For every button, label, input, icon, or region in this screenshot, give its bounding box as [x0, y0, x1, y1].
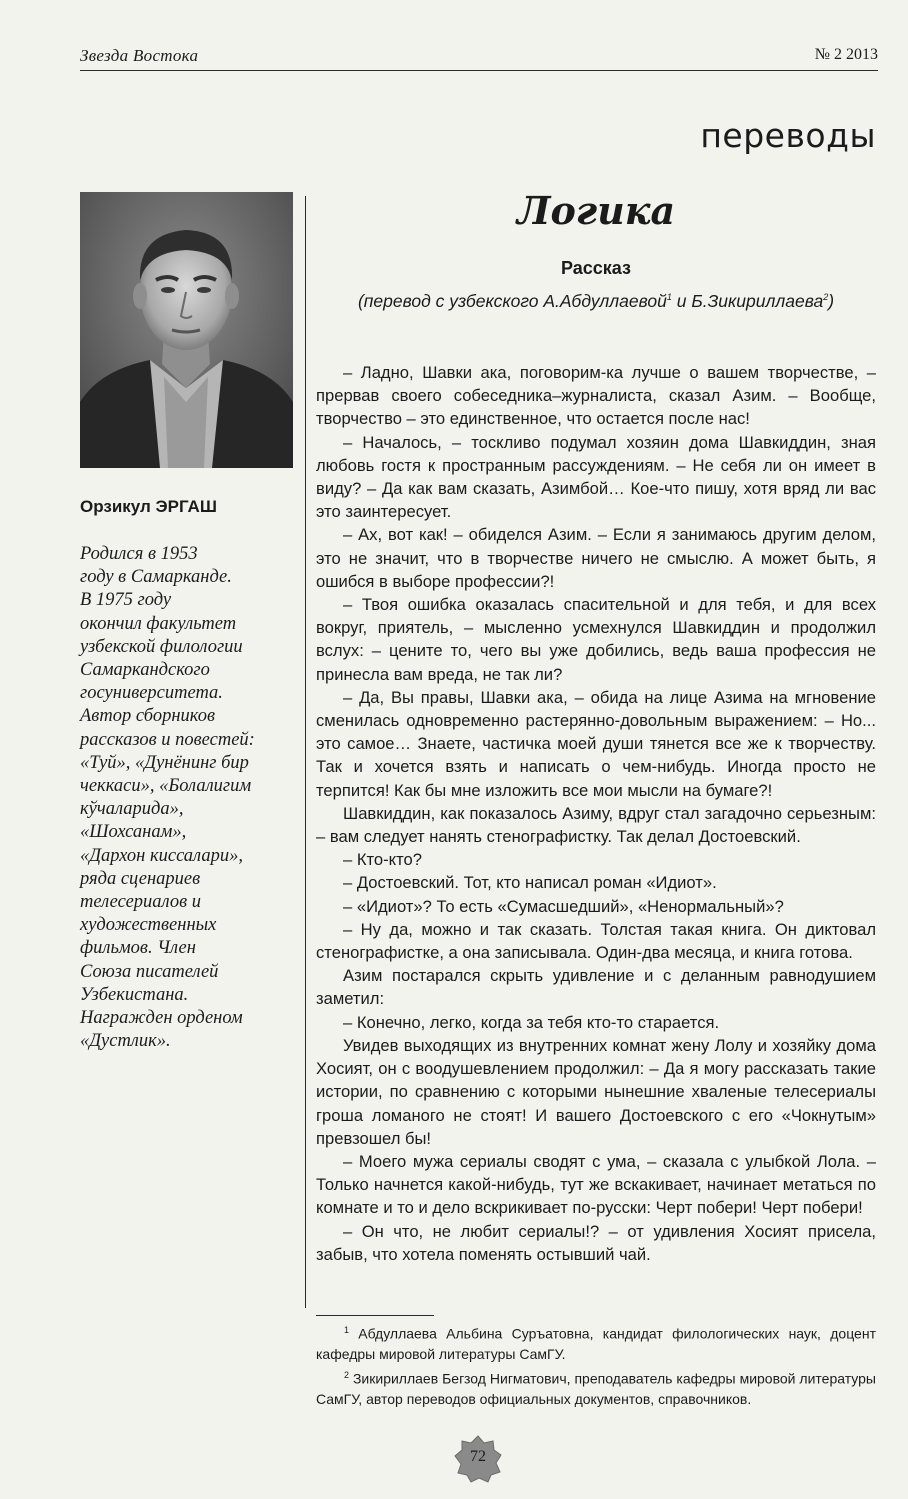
footnotes: [316, 1320, 876, 1410]
author-bio-line: Союза писателей: [80, 961, 219, 982]
author-bio-line: В 1975 году: [80, 590, 172, 611]
author-bio-line: кўчаларида»,: [80, 799, 184, 820]
section-title: переводы: [700, 116, 876, 155]
story-paragraph: – Да, Вы правы, Шавки ака, – обида на лице Азима на мгновение сменилась одновременно растерянно-довольным выражением: – Но... это самое… Знаете, частичка моей души тянется все же к творчеству. Так и хочется взять и написать о чем-нибудь. Иногда просто не терпится! Как бы мне изложить все мои мысли на бумаге?!: [316, 687, 876, 800]
story-paragraph: – Моего мужа сериалы сводят с ума, – сказала с улыбкой Лола. – Только начнется какой-нибудь, тут же вскакивает, начинает метаться по комнате и то и дело вскрикивает по-русски: Черт побери! Черт побери!: [316, 1151, 876, 1218]
author-bio-line: чеккаси», «Болалигим: [80, 776, 252, 797]
author-name: Орзикул ЭРГАШ: [80, 497, 217, 516]
story-paragraph: – Ну да, можно и так сказать. Толстая такая книга. Он диктовал стенографистке, а она записывала. Один-два месяца, и книга готова.: [316, 919, 876, 963]
author-bio-line: «Дустлик».: [80, 1031, 171, 1052]
story-paragraph: – Он что, не любит сериалы!? – от удивления Хосият присела, забыв, что хотела поменять остывший чай.: [316, 1221, 876, 1264]
author-bio-line: узбекской филологии: [80, 636, 243, 657]
author-bio: [80, 543, 295, 1053]
author-bio-line: телесериалов и: [80, 892, 201, 913]
author-bio-line: году в Самарканде.: [80, 567, 232, 588]
author-bio-line: Самаркандского: [80, 660, 210, 681]
author-bio-line: «Дархон киссалари»,: [80, 845, 243, 866]
story-paragraph: – Ах, вот как! – обиделся Азим. – Если я занимаюсь другим делом, это не значит, что в творчестве ничего не смыслю. А может быть, я ошибся в выборе профессии?!: [316, 525, 876, 591]
story-paragraph: – Кто-кто?: [343, 850, 422, 870]
footnote: [316, 1365, 876, 1410]
footnote: [316, 1320, 876, 1365]
footnote-text: Зикириллаев Бегзод Нигматович, преподаватель кафедры мировой литературы СамГУ, автор переводов официальных документов, справочников.: [316, 1370, 876, 1408]
author-bio-line: Награжден орденом: [80, 1008, 243, 1029]
footnote-mark-1: 1: [666, 292, 672, 303]
issue-number: № 2 2013: [814, 46, 878, 63]
footnote-mark-2: 2: [823, 292, 829, 303]
author-bio-line: фильмов. Член: [80, 938, 196, 959]
author-photo: [80, 192, 293, 468]
author-bio-line: рассказов и повестей:: [80, 729, 255, 750]
footnote-text: Абдуллаева Альбина Суръатовна, кандидат филологических наук, доцент кафедры мировой литературы СамГУ.: [316, 1325, 876, 1363]
story-paragraph: Шавкиддин, как показалось Азиму, вдруг стал загадочно серьезным: – вам следует нанять стенографистку. Так делал Достоевский.: [316, 803, 876, 847]
author-bio-line: окончил факультет: [80, 613, 237, 634]
footnote-mark: 2: [344, 1369, 350, 1380]
author-bio-line: «Туй», «Дунёнинг бир: [80, 752, 249, 773]
author-bio-line: ряда сценариев: [80, 868, 201, 889]
story-title: Логика: [516, 188, 676, 233]
story-paragraph: – Твоя ошибка оказалась спасительной и для тебя, и для всех вокруг, приятель, – мысленно усмехнулся Шавкиддин и продолжил вслух: – цените то, чего вы уже добились, ведь ваша профессия не принесла вам вреда, не так ли?: [316, 595, 876, 684]
page-number: 72: [470, 1448, 486, 1465]
footnote-mark: 1: [344, 1325, 350, 1335]
author-portrait-image: [80, 192, 293, 468]
story-paragraph: – Достоевский. Тот, кто написал роман «Идиот».: [343, 873, 717, 893]
story-paragraph: – Ладно, Шавки ака, поговорим-ка лучше о вашем творчестве, – прервав своего собеседника–журналиста, сказал Азим. – Вообще, творчество – это единственное, что остается после нас!: [316, 363, 876, 429]
magazine-title: Звезда Востока: [80, 46, 199, 65]
story-paragraph: Увидев выходящих из внутренних комнат жену Лолу и хозяйку дома Хосият, он с воодушевлением продолжил: – Да я могу рассказать такие истории, по сравнению с которыми нынешние хваленые телесериалы гроша ломаного не стоят! И вашего Достоевского с его «Чокнутым» превзошел бы!: [316, 1035, 876, 1148]
story-subtitle: Рассказ: [561, 258, 631, 278]
author-bio-line: Родился в 1953: [80, 544, 198, 564]
translation-credit-mid: и Б.Зикириллаева: [671, 291, 824, 311]
story-paragraph: – «Идиот»? То есть «Сумасшедший», «Ненормальный»?: [343, 896, 784, 916]
translation-credit-start: (перевод с узбекского А.Абдуллаевой: [357, 291, 667, 311]
story-text: [316, 361, 876, 1266]
author-bio-line: госуниверситета.: [80, 683, 223, 704]
story-paragraph: – Началось, – тоскливо подумал хозяин дома Шавкиддин, зная любовь гостя к пространным рассуждениям. – Не себя ли он имеет в виду? – Да как вам сказать, Азимбой… Кое-что пишу, хотя вряд ли вас это заинтересует.: [316, 432, 876, 522]
footnote-rule: [316, 1315, 434, 1316]
author-bio-line: художественных: [80, 915, 217, 936]
story-paragraph: Азим постарался скрыть удивление и с деланным равнодушием заметил:: [316, 966, 876, 1009]
translation-credit-end: ): [828, 291, 835, 311]
header-rule: [80, 70, 878, 71]
story-paragraph: – Конечно, легко, когда за тебя кто-то старается.: [343, 1012, 720, 1032]
translation-credit: [316, 291, 876, 312]
author-bio-line: Автор сборников: [80, 706, 216, 727]
author-bio-line: Узбекистана.: [80, 984, 189, 1005]
column-divider: [305, 196, 306, 1308]
author-bio-line: «Шохсанам»,: [80, 822, 187, 843]
